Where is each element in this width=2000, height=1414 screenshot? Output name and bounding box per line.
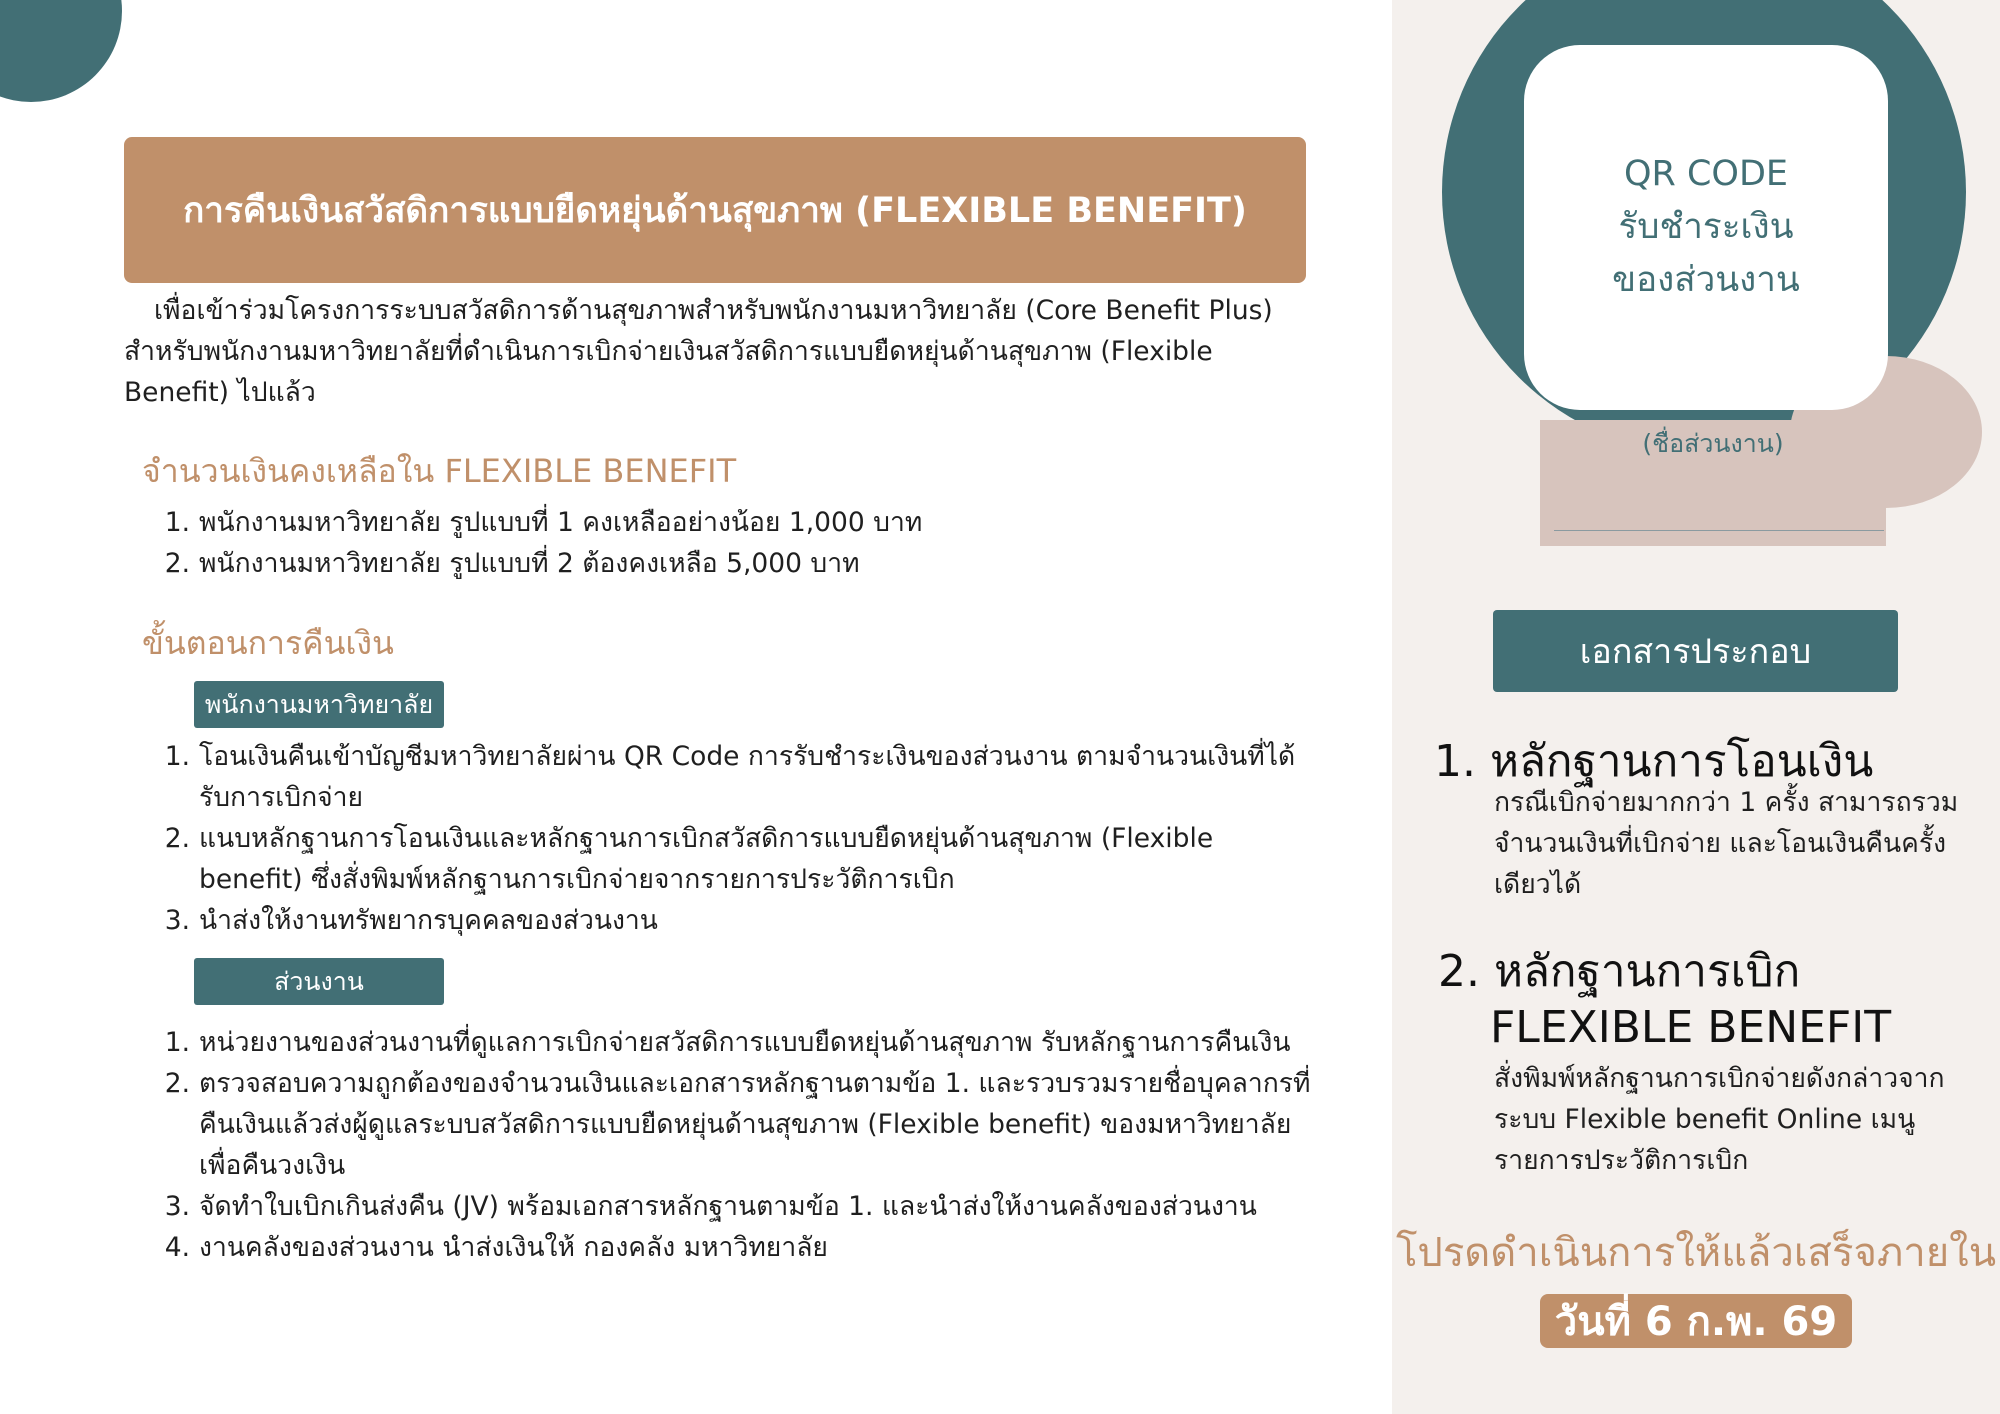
list-text: หน่วยงานของส่วนงานที่ดูแลการเบิกจ่ายสวัสดิการแบบยืดหยุ่นด้านสุขภาพ รับหลักฐานการคืนเงิน bbox=[199, 1027, 1291, 1058]
list-number: 1. bbox=[164, 507, 190, 538]
document-description: สั่งพิมพ์หลักฐานการเบิกจ่ายดังกล่าวจากระบบ Flexible benefit Online เมนูรายการประวัติการเบิก bbox=[1494, 1063, 1945, 1176]
list-item bbox=[162, 818, 1322, 900]
list-text: แนบหลักฐานการโอนเงินและหลักฐานการเบิกสวัสดิการแบบยืดหยุ่นด้านสุขภาพ (Flexible benefit) ซึ่งสั่งพิมพ์หลักฐานการเบิกจ่ายจากรายการประวัติการเบิก bbox=[199, 823, 1214, 895]
list-text: โอนเงินคืนเข้าบัญชีมหาวิทยาลัยผ่าน QR Code การรับชำระเงินของส่วนงาน ตามจำนวนเงินที่ได้รับการเบิกจ่าย bbox=[199, 741, 1296, 813]
deadline-text: โปรดดำเนินการให้แล้วเสร็จภายใน bbox=[1395, 1230, 1997, 1276]
qr-subtitle: ของส่วนงาน bbox=[1612, 260, 1800, 300]
unit-name-underline bbox=[1554, 530, 1884, 531]
list-item bbox=[162, 900, 1322, 941]
list-item bbox=[162, 1227, 1337, 1268]
balance-heading: จำนวนเงินคงเหลือใน FLEXIBLE BENEFIT bbox=[142, 452, 737, 490]
qr-subtitle: รับชำระเงิน bbox=[1618, 207, 1794, 247]
document-title: 2. หลักฐานการเบิก bbox=[1438, 946, 1801, 997]
unit-name-label: (ชื่อส่วนงาน) bbox=[1642, 429, 1784, 458]
list-number: 1. bbox=[164, 1027, 190, 1058]
document-description: กรณีเบิกจ่ายมากกว่า 1 ครั้ง สามารถรวมจำนวนเงินที่เบิกจ่าย และโอนเงินคืนครั้งเดียวได้ bbox=[1494, 787, 1959, 900]
deadline-date-badge: วันที่ 6 ก.พ. 69 bbox=[1540, 1294, 1852, 1348]
list-number: 1. bbox=[164, 741, 190, 772]
title-banner bbox=[124, 137, 1306, 283]
intro-paragraph bbox=[124, 290, 1314, 413]
list-number: 3. bbox=[164, 905, 190, 936]
list-text: พนักงานมหาวิทยาลัย รูปแบบที่ 1 คงเหลืออย่างน้อย 1,000 บาท bbox=[199, 507, 923, 538]
list-text: ตรวจสอบความถูกต้องของจำนวนเงินและเอกสารหลักฐานตามข้อ 1. และรวบรวมรายชื่อบุคลากรที่คืนเงินแล้วส่งผู้ดูแลระบบสวัสดิการแบบยืดหยุ่นด้านสุขภาพ (Flexible benefit) ของมหาวิทยาลัย เพื่อคืนวงเงิน bbox=[199, 1068, 1311, 1181]
list-item bbox=[162, 502, 1262, 543]
list-item bbox=[162, 736, 1322, 818]
list-number: 3. bbox=[164, 1191, 190, 1222]
intro-text: เพื่อเข้าร่วมโครงการระบบสวัสดิการด้านสุขภาพสำหรับพนักงานมหาวิทยาลัย (Core Benefit Plus) สำหรับพนักงานมหาวิทยาลัยที่ดำเนินการเบิกจ่ายเงินสวัสดิการแบบยืดหยุ่นด้านสุขภาพ (Flexible Benefit) ไปแล้ว bbox=[124, 295, 1273, 408]
document-title: 1. หลักฐานการโอนเงิน bbox=[1434, 736, 1874, 787]
list-number: 2. bbox=[164, 1068, 190, 1099]
page-title: การคืนเงินสวัสดิการแบบยืดหยุ่นด้านสุขภาพ (FLEXIBLE BENEFIT) bbox=[183, 190, 1247, 231]
qr-caption bbox=[1524, 148, 1888, 307]
list-number: 4. bbox=[164, 1232, 190, 1263]
documents-label-chip: เอกสารประกอบ bbox=[1493, 610, 1898, 692]
list-text: นำส่งให้งานทรัพยากรบุคคลของส่วนงาน bbox=[199, 905, 658, 936]
list-item bbox=[162, 543, 1262, 584]
qr-title: QR CODE bbox=[1623, 154, 1789, 194]
list-text: พนักงานมหาวิทยาลัย รูปแบบที่ 2 ต้องคงเหลือ 5,000 บาท bbox=[199, 548, 860, 579]
balance-list bbox=[162, 502, 1262, 584]
unit-steps-list bbox=[162, 1022, 1337, 1268]
procedure-heading: ขั้นตอนการคืนเงิน bbox=[142, 624, 394, 662]
employee-label-chip: พนักงานมหาวิทยาลัย bbox=[194, 681, 444, 728]
list-item bbox=[162, 1063, 1337, 1186]
list-number: 2. bbox=[164, 823, 190, 854]
list-text: จัดทำใบเบิกเกินส่งคืน (JV) พร้อมเอกสารหลักฐานตามข้อ 1. และนำส่งให้งานคลังของส่วนงาน bbox=[199, 1191, 1257, 1222]
employee-steps-list bbox=[162, 736, 1322, 941]
decorative-circle bbox=[0, 0, 122, 102]
document-title: FLEXIBLE BENEFIT bbox=[1490, 1002, 1892, 1053]
list-item bbox=[162, 1186, 1337, 1227]
list-number: 2. bbox=[164, 548, 190, 579]
list-item bbox=[162, 1022, 1337, 1063]
list-text: งานคลังของส่วนงาน นำส่งเงินให้ กองคลัง มหาวิทยาลัย bbox=[199, 1232, 828, 1263]
unit-label-chip: ส่วนงาน bbox=[194, 958, 444, 1005]
